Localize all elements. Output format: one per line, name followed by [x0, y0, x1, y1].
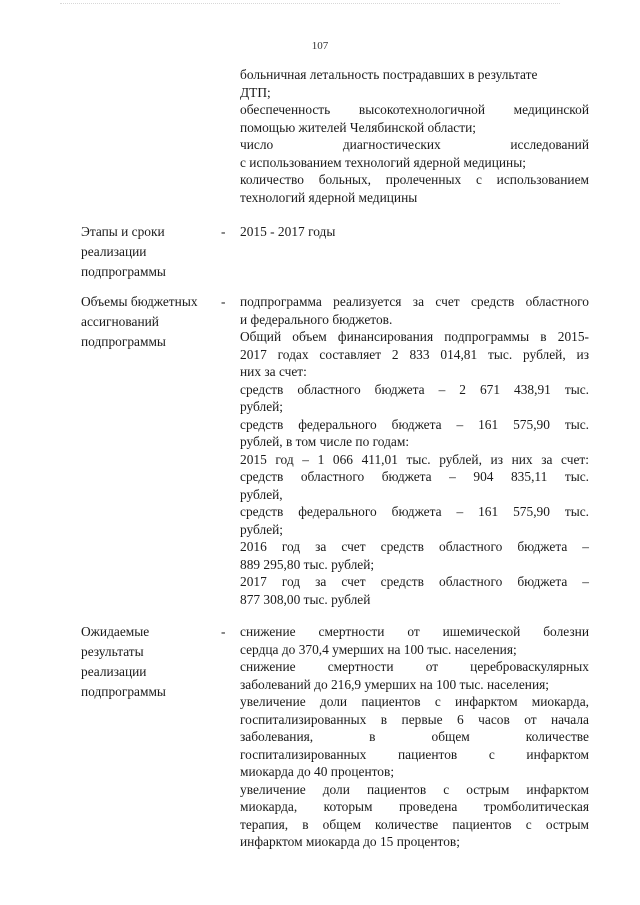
content-line: заболеваний до 216,9 умерших на 100 тыс. населения; — [240, 677, 549, 692]
content-line: инфарктом миокарда до 15 процентов; — [240, 834, 460, 849]
content-line: Общий объем финансирования подпрограммы в 2015- — [240, 329, 589, 344]
content-line: терапия, в общем количестве пациентов с острым — [240, 817, 589, 832]
label-line: Ожидаемые — [81, 624, 150, 639]
content-line: них за счет: — [240, 364, 307, 379]
page-number: 107 — [311, 40, 329, 52]
intro-line: технологий ядерной медицины — [240, 190, 418, 205]
content-line: и федерального бюджетов. — [240, 312, 393, 327]
content-line: средств федерального бюджета – 161 575,90 тыс. — [240, 417, 589, 432]
content-line: заболевания, в общем количестве — [240, 729, 589, 744]
content-line: средств областного бюджета – 904 835,11 тыс. — [240, 469, 589, 484]
label-line: реализации — [81, 664, 147, 679]
label-line: реализации — [81, 244, 147, 259]
content-line: 2016 год за счет средств областного бюджета – — [240, 539, 589, 554]
content-line: подпрограмма реализуется за счет средств областного — [240, 294, 589, 309]
content-line: 877 308,00 тыс. рублей — [240, 592, 371, 607]
content-line: рублей, в том числе по годам: — [240, 434, 410, 449]
content-line: средств федерального бюджета – 161 575,90 тыс. — [240, 504, 589, 519]
label-line: Объемы бюджетных — [81, 294, 198, 309]
section-label — [81, 222, 221, 282]
label-line: Этапы и сроки — [81, 224, 165, 239]
intro-line: с использованием технологий ядерной медицины; — [240, 155, 526, 170]
content-line: сердца до 370,4 умерших на 100 тыс. населения; — [240, 642, 517, 657]
intro-line: обеспеченность высокотехнологичной медицинской — [240, 102, 589, 117]
content-line: рублей, — [240, 487, 283, 502]
content-line: снижение смертности от ишемической болезни — [240, 624, 589, 639]
content-line: 2015 год – 1 066 411,01 тыс. рублей, из них за счет: — [240, 452, 589, 467]
content-line: госпитализированных в первые 6 часов от начала — [240, 712, 589, 727]
content-line: 889 295,80 тыс. рублей; — [240, 557, 375, 572]
intro-line: число диагностических исследований — [240, 137, 589, 152]
content-line: рублей; — [240, 522, 284, 537]
dash-separator: - — [221, 294, 226, 309]
section-label — [81, 622, 221, 702]
label-line: подпрограммы — [81, 334, 166, 349]
content-line: увеличение доли пациентов с инфарктом миокарда, — [240, 694, 589, 709]
label-line: подпрограммы — [81, 264, 166, 279]
content-line: миокарда до 40 процентов; — [240, 764, 395, 779]
content-line: средств областного бюджета – 2 671 438,91 тыс. — [240, 382, 589, 397]
content-line: 2017 годах составляет 2 833 014,81 тыс. рублей, из — [240, 347, 589, 362]
label-line: результаты — [81, 644, 144, 659]
content-line: госпитализированных пациентов с инфарктом — [240, 747, 589, 762]
intro-line: помощью жителей Челябинской области; — [240, 120, 476, 135]
content-line: увеличение доли пациентов с острым инфарктом — [240, 782, 589, 797]
section-label — [81, 292, 221, 352]
label-line: ассигнований — [81, 314, 159, 329]
dash-separator: - — [221, 224, 226, 239]
scan-noise — [60, 3, 560, 7]
content-line: миокарда, которым проведена тромболитическая — [240, 799, 589, 814]
label-line: подпрограммы — [81, 684, 166, 699]
dash-separator: - — [221, 624, 226, 639]
content-line: 2015 - 2017 годы — [240, 224, 336, 239]
intro-line: количество больных, пролеченных с использованием — [240, 172, 589, 187]
content-line: снижение смертности от цереброваскулярных — [240, 659, 589, 674]
intro-line: ДТП; — [240, 85, 271, 100]
content-line: рублей; — [240, 399, 284, 414]
content-line: 2017 год за счет средств областного бюджета – — [240, 574, 589, 589]
intro-line: больничная летальность пострадавших в результате — [240, 67, 538, 82]
